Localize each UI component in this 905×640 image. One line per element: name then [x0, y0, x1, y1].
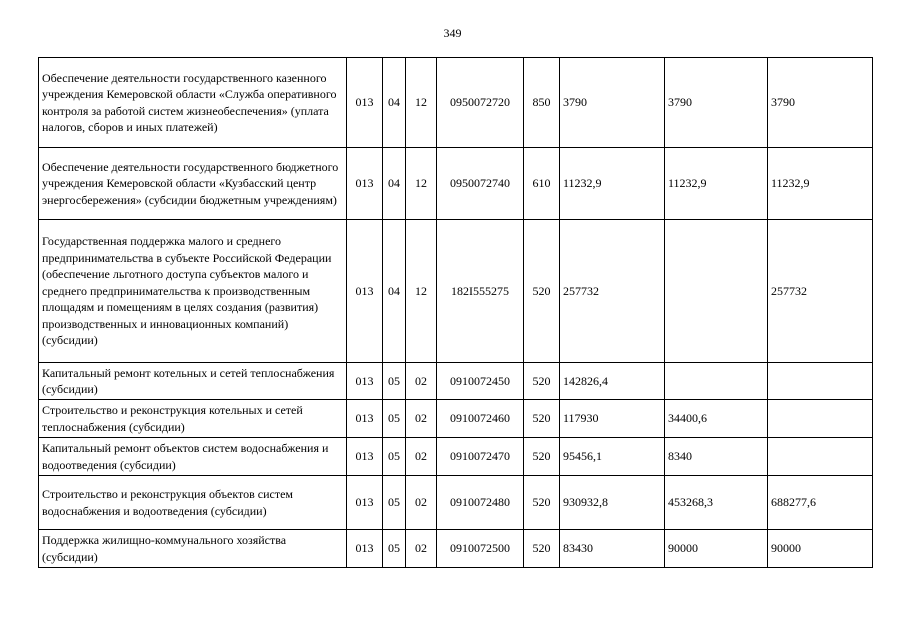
section-code: 04 [383, 148, 406, 220]
amount-year-3: 688277,6 [768, 476, 873, 530]
table-row [39, 220, 873, 363]
target-code: 0910072480 [437, 476, 524, 530]
subsection-code: 02 [406, 530, 437, 568]
target-code: 0950072740 [437, 148, 524, 220]
section-code: 04 [383, 58, 406, 148]
subsection-code: 02 [406, 363, 437, 400]
section-code: 05 [383, 400, 406, 438]
budget-table [38, 57, 873, 568]
expense-type-code: 520 [524, 476, 560, 530]
amount-year-3: 257732 [768, 220, 873, 363]
expense-type-code: 520 [524, 400, 560, 438]
subsection-code: 02 [406, 476, 437, 530]
table-row [39, 148, 873, 220]
amount-year-2: 34400,6 [665, 400, 768, 438]
section-code: 05 [383, 438, 406, 476]
amount-year-1: 3790 [560, 58, 665, 148]
amount-year-3 [768, 438, 873, 476]
table-row [39, 438, 873, 476]
row-description: Капитальный ремонт объектов систем водоснабжения и водоотведения (субсидии) [39, 438, 347, 476]
amount-year-1: 117930 [560, 400, 665, 438]
amount-year-3: 90000 [768, 530, 873, 568]
amount-year-1: 11232,9 [560, 148, 665, 220]
ministry-code: 013 [347, 148, 383, 220]
amount-year-1: 257732 [560, 220, 665, 363]
target-code: 0910072500 [437, 530, 524, 568]
amount-year-1: 83430 [560, 530, 665, 568]
target-code: 0910072470 [437, 438, 524, 476]
target-code: 0910072460 [437, 400, 524, 438]
section-code: 04 [383, 220, 406, 363]
ministry-code: 013 [347, 58, 383, 148]
section-code: 05 [383, 363, 406, 400]
ministry-code: 013 [347, 400, 383, 438]
ministry-code: 013 [347, 220, 383, 363]
expense-type-code: 520 [524, 530, 560, 568]
amount-year-3 [768, 363, 873, 400]
amount-year-2 [665, 220, 768, 363]
expense-type-code: 610 [524, 148, 560, 220]
amount-year-1: 95456,1 [560, 438, 665, 476]
table-row [39, 363, 873, 400]
ministry-code: 013 [347, 476, 383, 530]
table-row [39, 476, 873, 530]
row-description: Строительство и реконструкция котельных и сетей теплоснабжения (субсидии) [39, 400, 347, 438]
ministry-code: 013 [347, 438, 383, 476]
amount-year-2: 3790 [665, 58, 768, 148]
row-description: Обеспечение деятельности государственного казенного учреждения Кемеровской области «Служба оперативного контроля за работой систем жизнеобеспечения» (уплата налогов, сборов и иных платежей) [39, 58, 347, 148]
row-description: Обеспечение деятельности государственного бюджетного учреждения Кемеровской области «Кузбасский центр энергосбережения» (субсидии бюджетным учреждениям) [39, 148, 347, 220]
page-number: 349 [443, 26, 462, 40]
amount-year-2: 11232,9 [665, 148, 768, 220]
subsection-code: 02 [406, 400, 437, 438]
subsection-code: 02 [406, 438, 437, 476]
row-description: Государственная поддержка малого и среднего предпринимательства в субъекте Российской Федерации (обеспечение льготного доступа субъектов малого и среднего предпринимательства к производственным площадям и помещениям в целях создания (развития) производственных и инновационных компаний) (субсидии) [39, 220, 347, 363]
amount-year-1: 142826,4 [560, 363, 665, 400]
subsection-code: 12 [406, 148, 437, 220]
amount-year-1: 930932,8 [560, 476, 665, 530]
target-code: 0950072720 [437, 58, 524, 148]
target-code: 0910072450 [437, 363, 524, 400]
expense-type-code: 520 [524, 438, 560, 476]
amount-year-2: 453268,3 [665, 476, 768, 530]
amount-year-2: 90000 [665, 530, 768, 568]
ministry-code: 013 [347, 363, 383, 400]
table-row [39, 58, 873, 148]
expense-type-code: 520 [524, 220, 560, 363]
table-row [39, 400, 873, 438]
subsection-code: 12 [406, 220, 437, 363]
amount-year-3: 3790 [768, 58, 873, 148]
subsection-code: 12 [406, 58, 437, 148]
expense-type-code: 850 [524, 58, 560, 148]
amount-year-3: 11232,9 [768, 148, 873, 220]
expense-type-code: 520 [524, 363, 560, 400]
table-row [39, 530, 873, 568]
target-code: 182I555275 [437, 220, 524, 363]
section-code: 05 [383, 530, 406, 568]
row-description: Строительство и реконструкция объектов систем водоснабжения и водоотведения (субсидии) [39, 476, 347, 530]
section-code: 05 [383, 476, 406, 530]
row-description: Поддержка жилищно-коммунального хозяйства (субсидии) [39, 530, 347, 568]
amount-year-2: 8340 [665, 438, 768, 476]
ministry-code: 013 [347, 530, 383, 568]
amount-year-2 [665, 363, 768, 400]
row-description: Капитальный ремонт котельных и сетей теплоснабжения (субсидии) [39, 363, 347, 400]
amount-year-3 [768, 400, 873, 438]
